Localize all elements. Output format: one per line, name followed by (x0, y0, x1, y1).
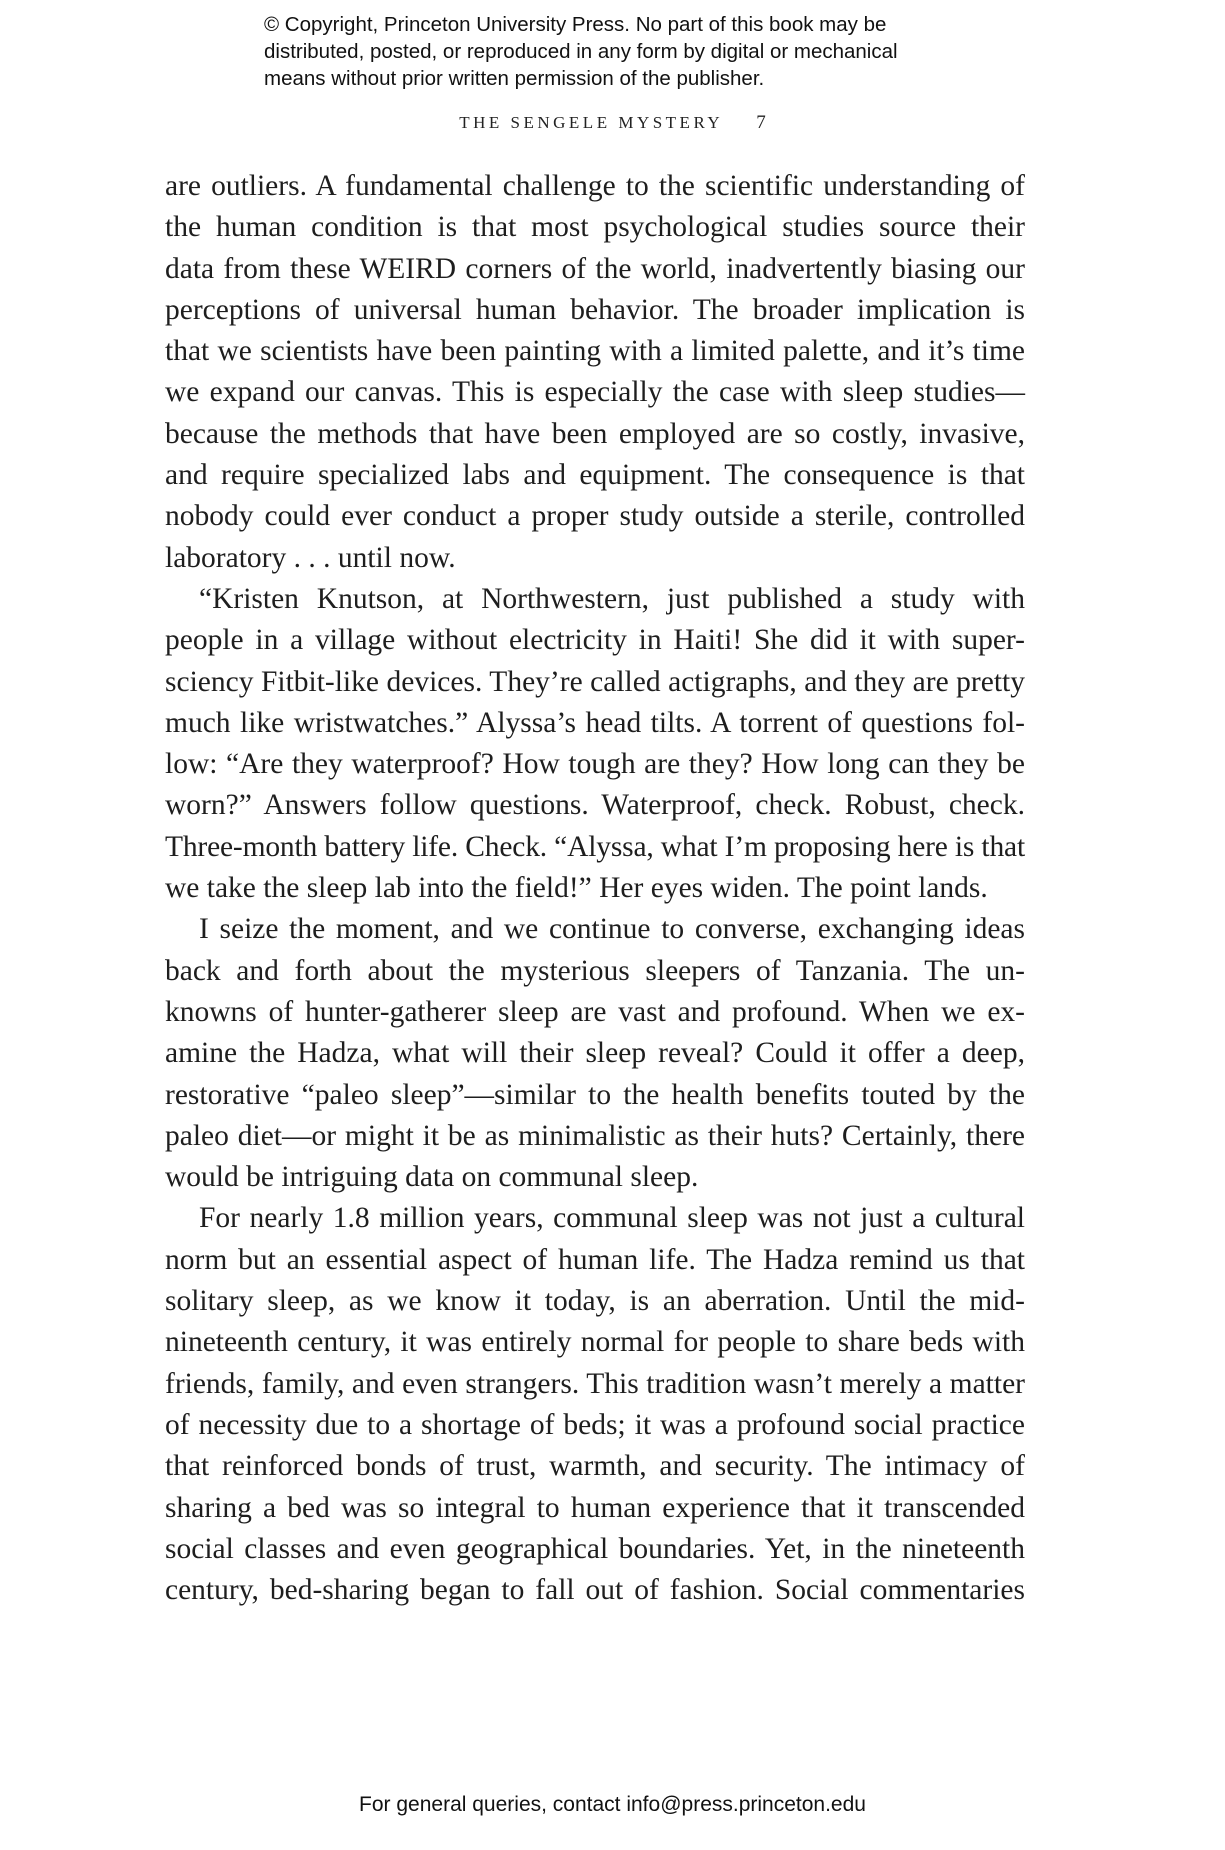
paragraph (165, 166, 1025, 579)
copyright-line: means without prior written permission of the publisher. (264, 67, 765, 90)
text-line: worn?” Answers follow questions. Waterproof, check. Robust, check. (165, 789, 1025, 822)
text-line: are outliers. A fundamental challenge to the scientific understanding of (165, 170, 1025, 202)
paragraph (165, 1198, 1025, 1611)
text-line: the human condition is that most psychological studies source their (165, 211, 1025, 244)
text-line: low: “Are they waterproof? How tough are they? How long can they be (165, 748, 1025, 781)
text-line: laboratory . . . until now. (165, 541, 456, 574)
text-line: people in a village without electricity in Haiti! She did it with super- (165, 624, 1025, 657)
text-line: century, bed-sharing began to fall out of fashion. Social commentaries (165, 1574, 1025, 1607)
text-line: restorative “paleo sleep”—similar to the health benefits touted by the (165, 1078, 1025, 1111)
text-line: knowns of hunter-gatherer sleep are vast and profound. When we ex- (165, 995, 1025, 1028)
body-text (165, 166, 1025, 1611)
text-line: For nearly 1.8 million years, communal sleep was not just a cultural (199, 1202, 1025, 1235)
text-line: social classes and even geographical boundaries. Yet, in the nineteenth (165, 1532, 1025, 1565)
running-head-title: THE SENGELE MYSTERY (459, 113, 723, 132)
text-line: because the methods that have been employed are so costly, invasive, (165, 417, 1025, 450)
text-line: amine the Hadza, what will their sleep reveal? Could it offer a deep, (165, 1037, 1025, 1070)
text-line: that we scientists have been painting with a limited palette, and it’s time (165, 335, 1025, 368)
text-line: I seize the moment, and we continue to converse, exchanging ideas (199, 913, 1025, 946)
text-line: we take the sleep lab into the field!” Her eyes widen. The point lands. (165, 872, 988, 905)
paragraph (165, 579, 1025, 909)
running-head (0, 112, 1225, 134)
paragraph (165, 909, 1025, 1198)
footer-contact: For general queries, contact info@press.princeton.edu (359, 1793, 866, 1816)
copyright-line: distributed, posted, or reproduced in any form by digital or mechanical (264, 40, 898, 63)
text-line: “Kristen Knutson, at Northwestern, just published a study with (199, 582, 1025, 615)
text-line: sharing a bed was so integral to human experience that it transcended (165, 1491, 1025, 1524)
text-line: Three-month battery life. Check. “Alyssa, what I’m proposing here is that (165, 830, 1025, 863)
text-line: perceptions of universal human behavior. The broader implication is (165, 293, 1025, 326)
text-line: sciency Fitbit-like devices. They’re called actigraphs, and they are pretty (165, 665, 1025, 698)
text-line: nobody could ever conduct a proper study outside a sterile, controlled (165, 500, 1025, 533)
copyright-line: © Copyright, Princeton University Press. No part of this book may be (264, 13, 887, 36)
text-line: much like wristwatches.” Alyssa’s head tilts. A torrent of questions fol- (165, 706, 1025, 739)
text-line: norm but an essential aspect of human life. The Hadza remind us that (165, 1243, 1025, 1276)
text-line: solitary sleep, as we know it today, is an aberration. Until the mid- (165, 1285, 1025, 1318)
text-line: we expand our canvas. This is especially the case with sleep studies— (165, 376, 1025, 409)
text-line: back and forth about the mysterious sleepers of Tanzania. The un- (165, 954, 1025, 987)
text-line: would be intriguing data on communal sleep. (165, 1161, 699, 1194)
text-line: of necessity due to a shortage of beds; it was a profound social practice (165, 1408, 1025, 1441)
page-number: 7 (756, 112, 766, 133)
copyright-notice (264, 11, 1024, 92)
text-line: data from these WEIRD corners of the world, inadvertently biasing our (165, 252, 1025, 285)
text-line: friends, family, and even strangers. This tradition wasn’t merely a matter (165, 1367, 1025, 1400)
text-line: nineteenth century, it was entirely normal for people to share beds with (165, 1326, 1025, 1359)
text-line: paleo diet—or might it be as minimalistic as their huts? Certainly, there (165, 1119, 1025, 1152)
text-line: that reinforced bonds of trust, warmth, and security. The intimacy of (165, 1450, 1025, 1483)
text-line: and require specialized labs and equipment. The consequence is that (165, 459, 1025, 492)
